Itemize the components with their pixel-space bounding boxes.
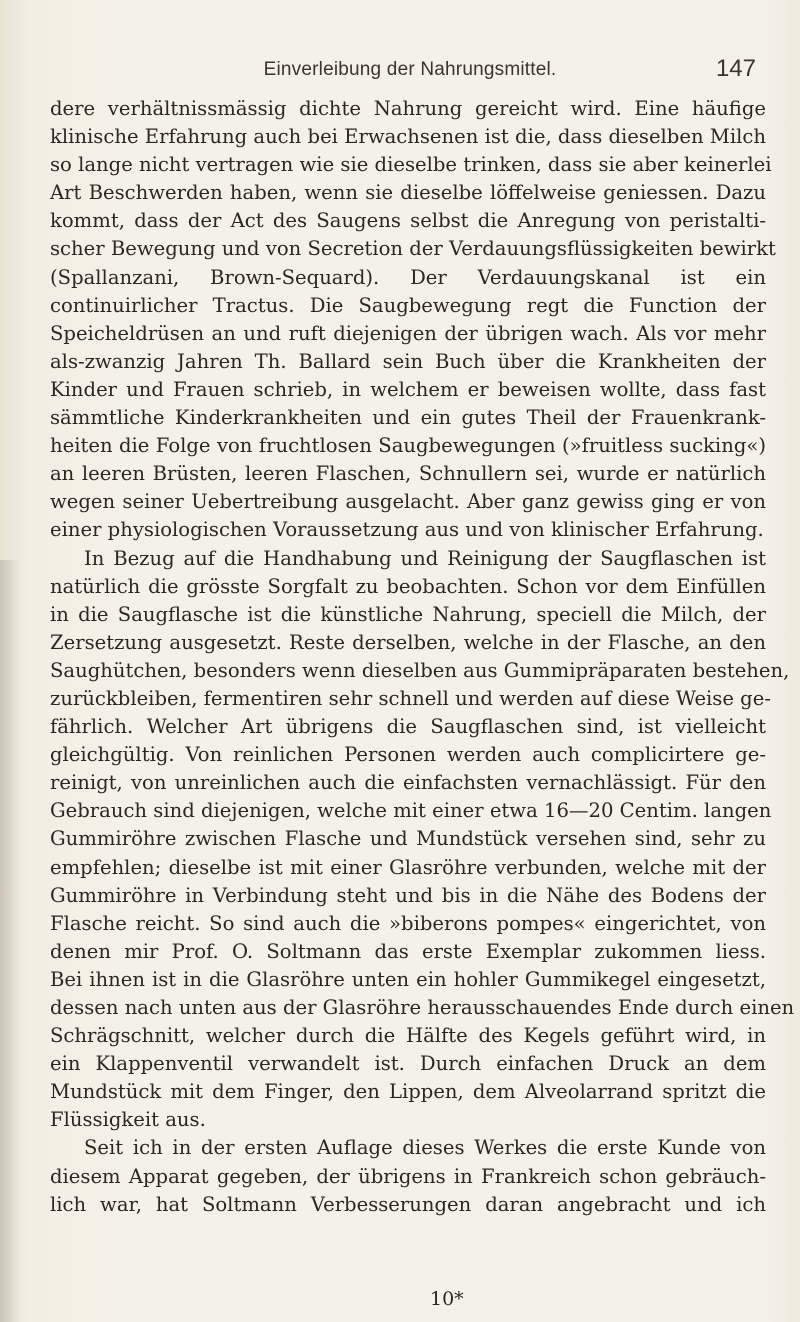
text-line: kommt, dass der Act des Saugens selbst die Anregung von peristalti- (50, 209, 766, 233)
text-line: klinische Erfahrung auch bei Erwachsenen ist die, dass dieselben Milch (50, 125, 766, 149)
text-line: Art Beschwerden haben, wenn sie dieselbe löffelweise geniessen. Dazu (50, 181, 766, 205)
binding-shadow (0, 560, 20, 1322)
text-line: dere verhältnissmässig dichte Nahrung gereicht wird. Eine häufige (50, 97, 766, 120)
page-number: 147 (715, 55, 756, 82)
text-line: diesem Apparat gegeben, der übrigens in Frankreich schon gebräuch- (50, 1164, 766, 1188)
text-line: (Spallanzani, Brown-Sequard). Der Verdauungskanal ist ein (50, 265, 766, 289)
text-line: dessen nach unten aus der Glasröhre herausschauendes Ende durch einen (50, 996, 795, 1019)
text-line: wegen seiner Uebertreibung ausgelacht. Aber ganz gewiss ging er von (50, 490, 766, 514)
text-line: reinigt, von unreinlichen auch die einfachsten vernachlässigt. Für den (50, 771, 766, 795)
text-line: Flüssigkeit aus. (50, 1108, 206, 1132)
text-line: gleichgültig. Von reinlichen Personen werden auch complicirtere ge- (50, 743, 766, 767)
text-line: Flasche reicht. So sind auch die »biberons pompes« eingerichtet, von (50, 911, 766, 935)
text-line: scher Bewegung und von Secretion der Verdauungsflüssigkeiten bewirkt (50, 237, 776, 261)
text-line: Bei ihnen ist in die Glasröhre unten ein hohler Gummikegel eingesetzt, (50, 967, 766, 991)
text-line: Saughütchen, besonders wenn dieselben aus Gummipräparaten bestehen, (50, 658, 790, 682)
paragraph-start-line: In Bezug auf die Handhabung und Reinigung der Saugflaschen ist (84, 546, 766, 570)
text-line: Mundstück mit dem Finger, den Lippen, dem Alveolarrand spritzt die (50, 1080, 766, 1104)
text-line: Speicheldrüsen an und ruft diejenigen der übrigen wach. Als vor mehr (50, 321, 766, 345)
text-line: continuirlicher Tractus. Die Saugbewegung regt die Function der (50, 293, 766, 317)
text-line: ein Klappenventil verwandelt ist. Durch einfachen Druck an dem (50, 1052, 766, 1076)
text-line: Zersetzung ausgesetzt. Reste derselben, welche in der Flasche, an den (50, 630, 766, 654)
text-line: Gummiröhre zwischen Flasche und Mundstück versehen sind, sehr zu (50, 827, 766, 851)
text-line: zurückbleiben, fermentiren sehr schnell und werden auf diese Weise ge- (50, 686, 771, 710)
text-line: einer physiologischen Voraussetzung aus und von klinischer Erfahrung. (50, 518, 764, 542)
text-line: an leeren Brüsten, leeren Flaschen, Schnullern sei, wurde er natürlich (50, 462, 766, 486)
paragraph-start-line: Seit ich in der ersten Auflage dieses Werkes die erste Kunde von (84, 1136, 766, 1160)
text-line: Schrägschnitt, welcher durch die Hälfte des Kegels geführt wird, in (50, 1024, 766, 1048)
page-header (60, 55, 760, 89)
text-line: sämmtliche Kinderkrankheiten und ein gutes Theil der Frauenkrank- (50, 406, 766, 430)
text-line: Kinder und Frauen schrieb, in welchem er beweisen wollte, dass fast (50, 377, 766, 401)
body-text (50, 95, 795, 1219)
text-line: Gebrauch sind diejenigen, welche mit einer etwa 16—20 Centim. langen (50, 799, 772, 823)
text-line: so lange nicht vertragen wie sie dieselbe trinken, dass sie aber keinerlei (50, 153, 772, 177)
running-title: Einverleibung der Nahrungsmittel. (263, 59, 557, 80)
text-line: fährlich. Welcher Art übrigens die Saugflaschen sind, ist vielleicht (50, 715, 766, 739)
text-line: heiten die Folge von fruchtlosen Saugbewegungen (»fruitless sucking«) (50, 434, 766, 458)
signature-mark: 10* (430, 1288, 464, 1310)
text-line: als-zwanzig Jahren Th. Ballard sein Buch über die Krankheiten der (50, 349, 766, 373)
text-line: denen mir Prof. O. Soltmann das erste Exemplar zukommen liess. (50, 939, 766, 963)
text-line: Gummiröhre in Verbindung steht und bis in die Nähe des Bodens der (50, 883, 766, 907)
text-line: lich war, hat Soltmann Verbesserungen daran angebracht und ich (50, 1192, 766, 1216)
text-line: in die Saugflasche ist die künstliche Nahrung, speciell die Milch, der (50, 602, 766, 626)
text-line: empfehlen; dieselbe ist mit einer Glasröhre verbunden, welche mit der (50, 855, 766, 879)
text-line: natürlich die grösste Sorgfalt zu beobachten. Schon vor dem Einfüllen (50, 574, 766, 598)
